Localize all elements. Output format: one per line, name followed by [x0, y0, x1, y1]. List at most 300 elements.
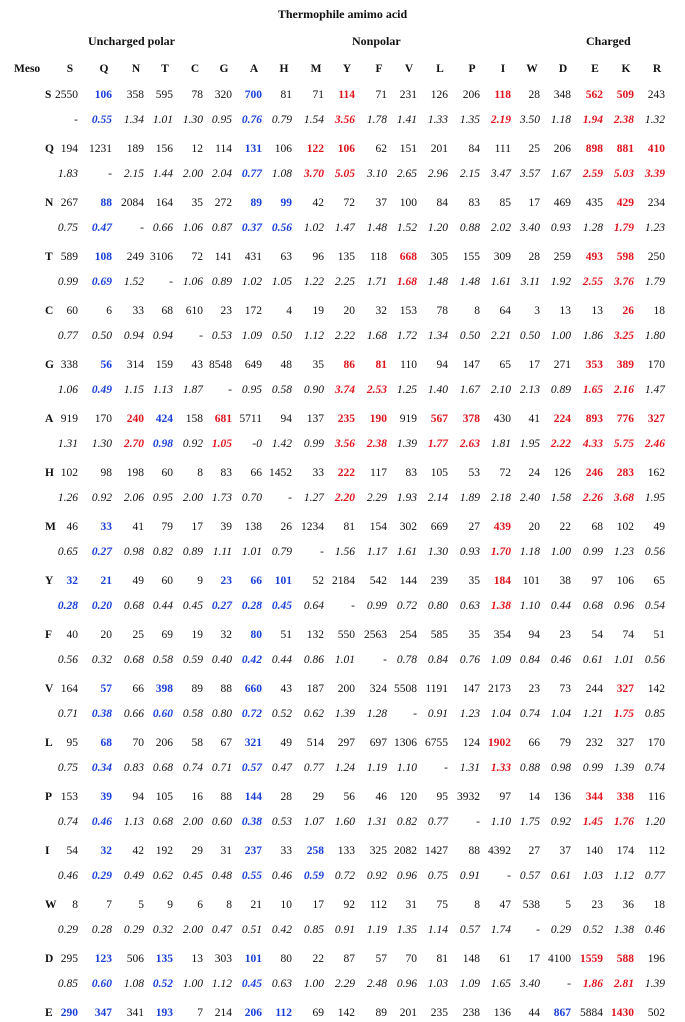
count-cell-t-k: 598 — [616, 251, 634, 263]
count-cell-h-m: 33 — [312, 467, 324, 479]
ratio-cell-h-q: 0.92 — [91, 492, 112, 504]
ratio-cell-a-g: 1.05 — [211, 438, 232, 450]
ratio-cell-w-c: 2.00 — [182, 924, 203, 936]
ratio-cell-w-g: 0.47 — [211, 924, 232, 936]
ratio-cell-l-l: - — [444, 762, 448, 774]
ratio-cell-v-q: 0.38 — [91, 708, 112, 720]
ratio-cell-d-i: 1.65 — [490, 978, 511, 990]
count-cell-y-g: 23 — [220, 575, 232, 587]
count-cell-y-s: 32 — [66, 575, 78, 587]
ratio-cell-y-p: 0.63 — [459, 600, 480, 612]
count-cell-s-g: 320 — [214, 89, 232, 101]
count-cell-d-h: 80 — [280, 953, 292, 965]
count-cell-q-e: 898 — [585, 143, 603, 155]
count-cell-d-l: 81 — [436, 953, 448, 965]
ratio-cell-t-s: 0.99 — [57, 276, 78, 288]
ratio-cell-n-k: 1.79 — [613, 222, 634, 234]
count-cell-m-g: 39 — [220, 521, 232, 533]
count-cell-p-c: 16 — [191, 791, 203, 803]
ratio-cell-s-i: 2.19 — [490, 114, 511, 126]
ratio-cell-s-a: 0.76 — [241, 114, 262, 126]
count-cell-h-a: 66 — [250, 467, 262, 479]
count-cell-s-l: 126 — [430, 89, 448, 101]
count-cell-s-n: 358 — [126, 89, 144, 101]
count-cell-h-s: 102 — [60, 467, 78, 479]
ratio-cell-m-i: 1.70 — [490, 546, 511, 558]
ratio-cell-h-f: 2.29 — [366, 492, 387, 504]
count-cell-c-f: 32 — [375, 305, 387, 317]
count-cell-n-e: 435 — [585, 197, 603, 209]
ratio-cell-m-n: 0.98 — [123, 546, 144, 558]
ratio-cell-c-c: - — [199, 330, 203, 342]
ratio-cell-s-q: 0.55 — [91, 114, 112, 126]
count-cell-e-p: 238 — [462, 1007, 480, 1019]
count-cell-g-l: 94 — [436, 359, 448, 371]
ratio-cell-q-r: 3.39 — [644, 168, 665, 180]
count-cell-q-r: 410 — [647, 143, 665, 155]
ratio-cell-p-m: 1.07 — [303, 816, 324, 828]
count-cell-g-a: 649 — [244, 359, 262, 371]
count-cell-m-s: 46 — [66, 521, 78, 533]
count-cell-p-h: 28 — [280, 791, 292, 803]
column-header-g: G — [219, 63, 229, 75]
ratio-cell-c-i: 2.21 — [490, 330, 511, 342]
count-cell-y-m: 52 — [312, 575, 324, 587]
count-cell-p-l: 95 — [436, 791, 448, 803]
count-cell-c-e: 13 — [591, 305, 603, 317]
count-cell-i-l: 1427 — [425, 845, 448, 857]
row-header-s: S — [45, 89, 52, 101]
ratio-cell-s-g: 0.95 — [211, 114, 232, 126]
ratio-cell-c-g: 0.53 — [211, 330, 232, 342]
count-cell-s-f: 71 — [375, 89, 387, 101]
count-cell-h-e: 246 — [585, 467, 603, 479]
ratio-cell-l-p: 1.31 — [459, 762, 480, 774]
column-header-v: V — [404, 63, 414, 75]
count-cell-e-r: 502 — [647, 1007, 665, 1019]
ratio-cell-s-h: 0.79 — [271, 114, 292, 126]
ratio-cell-i-l: 0.75 — [427, 870, 448, 882]
ratio-cell-p-h: 0.53 — [271, 816, 292, 828]
count-cell-c-q: 6 — [106, 305, 112, 317]
ratio-cell-f-k: 1.01 — [613, 654, 634, 666]
ratio-cell-n-n: - — [140, 222, 144, 234]
ratio-cell-p-l: 0.77 — [427, 816, 448, 828]
count-cell-f-h: 51 — [280, 629, 292, 641]
count-cell-q-l: 201 — [430, 143, 448, 155]
ratio-cell-h-n: 2.06 — [123, 492, 144, 504]
ratio-cell-d-p: 1.09 — [459, 978, 480, 990]
count-cell-c-g: 23 — [220, 305, 232, 317]
ratio-cell-i-e: 1.03 — [582, 870, 603, 882]
ratio-cell-q-s: 1.83 — [57, 168, 78, 180]
ratio-cell-w-p: 0.57 — [459, 924, 480, 936]
ratio-cell-l-e: 0.99 — [582, 762, 603, 774]
ratio-cell-v-p: 1.23 — [459, 708, 480, 720]
ratio-cell-p-f: 1.31 — [366, 816, 387, 828]
ratio-cell-d-m: 1.00 — [303, 978, 324, 990]
count-cell-g-h: 48 — [280, 359, 292, 371]
ratio-cell-c-h: 0.50 — [271, 330, 292, 342]
ratio-cell-i-a: 0.55 — [241, 870, 262, 882]
ratio-cell-i-d: 0.61 — [550, 870, 571, 882]
ratio-cell-t-q: 0.69 — [91, 276, 112, 288]
ratio-cell-i-t: 0.62 — [152, 870, 173, 882]
ratio-cell-i-n: 0.49 — [123, 870, 144, 882]
count-cell-n-g: 272 — [214, 197, 232, 209]
ratio-cell-f-h: 0.44 — [271, 654, 292, 666]
count-cell-i-e: 140 — [585, 845, 603, 857]
count-cell-i-k: 174 — [616, 845, 634, 857]
count-cell-p-p: 3932 — [457, 791, 480, 803]
count-cell-n-k: 429 — [616, 197, 634, 209]
count-cell-f-i: 354 — [493, 629, 511, 641]
row-header-t: T — [45, 251, 53, 263]
ratio-cell-i-h: 0.46 — [271, 870, 292, 882]
count-cell-a-i: 430 — [493, 413, 511, 425]
ratio-cell-a-k: 5.75 — [613, 438, 634, 450]
count-cell-e-y: 142 — [337, 1007, 355, 1019]
count-cell-v-c: 89 — [191, 683, 203, 695]
count-cell-q-w: 25 — [528, 143, 540, 155]
count-cell-c-m: 19 — [312, 305, 324, 317]
ratio-cell-s-w: 3.50 — [519, 114, 540, 126]
count-cell-i-h: 33 — [280, 845, 292, 857]
ratio-cell-c-v: 1.72 — [396, 330, 417, 342]
count-cell-n-n: 2084 — [121, 197, 144, 209]
ratio-cell-d-w: 3.40 — [519, 978, 540, 990]
ratio-cell-y-e: 0.68 — [582, 600, 603, 612]
ratio-cell-y-g: 0.27 — [211, 600, 232, 612]
count-cell-l-a: 321 — [244, 737, 262, 749]
count-cell-a-k: 776 — [616, 413, 634, 425]
ratio-cell-h-y: 2.20 — [334, 492, 355, 504]
row-header-n: N — [45, 197, 54, 209]
count-cell-m-q: 33 — [100, 521, 112, 533]
count-cell-t-e: 493 — [585, 251, 603, 263]
count-cell-v-r: 142 — [647, 683, 665, 695]
count-cell-w-k: 36 — [622, 899, 634, 911]
count-cell-q-d: 206 — [553, 143, 571, 155]
ratio-cell-s-k: 2.38 — [613, 114, 634, 126]
row-header-v: V — [45, 683, 54, 695]
ratio-cell-m-q: 0.27 — [91, 546, 112, 558]
ratio-cell-q-q: - — [108, 168, 112, 180]
count-cell-h-k: 283 — [616, 467, 634, 479]
count-cell-p-y: 56 — [343, 791, 355, 803]
ratio-cell-v-e: 1.21 — [582, 708, 603, 720]
count-cell-d-r: 196 — [647, 953, 665, 965]
count-cell-g-v: 110 — [400, 359, 417, 371]
column-header-l: L — [436, 63, 444, 75]
ratio-cell-m-e: 0.99 — [582, 546, 603, 558]
count-cell-h-t: 60 — [161, 467, 173, 479]
count-cell-f-k: 74 — [622, 629, 634, 641]
count-cell-m-n: 41 — [132, 521, 144, 533]
ratio-cell-f-m: 0.86 — [303, 654, 324, 666]
ratio-cell-f-l: 0.84 — [427, 654, 448, 666]
ratio-cell-p-n: 1.13 — [123, 816, 144, 828]
ratio-cell-c-e: 1.86 — [582, 330, 603, 342]
count-cell-f-g: 32 — [220, 629, 232, 641]
ratio-cell-f-i: 1.09 — [490, 654, 511, 666]
count-cell-a-q: 170 — [94, 413, 112, 425]
ratio-cell-a-a: -0 — [252, 438, 262, 450]
count-cell-l-d: 79 — [559, 737, 571, 749]
ratio-cell-q-h: 1.08 — [271, 168, 292, 180]
ratio-cell-v-k: 1.75 — [613, 708, 634, 720]
count-cell-w-a: 21 — [250, 899, 262, 911]
column-header-m: M — [310, 63, 322, 75]
ratio-cell-d-r: 1.39 — [644, 978, 665, 990]
ratio-cell-a-q: 1.30 — [91, 438, 112, 450]
count-cell-c-k: 26 — [622, 305, 634, 317]
count-cell-s-a: 700 — [244, 89, 262, 101]
ratio-cell-t-h: 1.05 — [271, 276, 292, 288]
ratio-cell-h-w: 2.40 — [519, 492, 540, 504]
count-cell-l-c: 58 — [191, 737, 203, 749]
row-header-i: I — [45, 845, 50, 857]
column-header-f: F — [375, 63, 383, 75]
ratio-cell-s-r: 1.32 — [644, 114, 665, 126]
count-cell-c-t: 68 — [161, 305, 173, 317]
count-cell-s-k: 509 — [616, 89, 634, 101]
ratio-cell-a-n: 2.70 — [123, 438, 144, 450]
count-cell-l-v: 1306 — [394, 737, 417, 749]
ratio-cell-a-c: 0.92 — [182, 438, 203, 450]
count-cell-c-w: 3 — [534, 305, 540, 317]
count-cell-h-l: 105 — [430, 467, 448, 479]
ratio-cell-n-g: 0.87 — [211, 222, 232, 234]
count-cell-q-v: 151 — [399, 143, 417, 155]
count-cell-p-s: 153 — [60, 791, 78, 803]
ratio-cell-w-f: 1.19 — [366, 924, 387, 936]
ratio-cell-n-s: 0.75 — [57, 222, 78, 234]
ratio-cell-l-n: 0.83 — [123, 762, 144, 774]
ratio-cell-g-f: 2.53 — [366, 384, 387, 396]
ratio-cell-y-y: - — [351, 600, 355, 612]
count-cell-t-v: 668 — [399, 251, 417, 263]
ratio-cell-v-a: 0.72 — [241, 708, 262, 720]
ratio-cell-t-f: 1.71 — [366, 276, 387, 288]
count-cell-t-l: 305 — [430, 251, 448, 263]
count-cell-w-n: 5 — [138, 899, 144, 911]
count-cell-i-d: 37 — [559, 845, 571, 857]
ratio-cell-g-v: 1.25 — [396, 384, 417, 396]
count-cell-m-a: 138 — [244, 521, 262, 533]
count-cell-a-f: 190 — [369, 413, 387, 425]
ratio-cell-m-c: 0.89 — [182, 546, 203, 558]
count-cell-d-q: 123 — [94, 953, 112, 965]
count-cell-e-a: 206 — [244, 1007, 262, 1019]
ratio-cell-w-d: 0.29 — [550, 924, 571, 936]
count-cell-q-k: 881 — [616, 143, 634, 155]
count-cell-n-v: 100 — [399, 197, 417, 209]
count-cell-q-c: 12 — [191, 143, 203, 155]
count-cell-a-r: 327 — [647, 413, 665, 425]
ratio-cell-a-r: 2.46 — [644, 438, 665, 450]
count-cell-q-s: 194 — [60, 143, 78, 155]
ratio-cell-w-l: 1.14 — [427, 924, 448, 936]
ratio-cell-i-r: 0.77 — [644, 870, 665, 882]
ratio-cell-d-d: - — [567, 978, 571, 990]
ratio-cell-w-r: 0.46 — [644, 924, 665, 936]
ratio-cell-m-k: 1.23 — [613, 546, 634, 558]
ratio-cell-i-g: 0.48 — [211, 870, 232, 882]
ratio-cell-d-v: 0.96 — [396, 978, 417, 990]
ratio-cell-g-a: 0.95 — [241, 384, 262, 396]
count-cell-f-w: 94 — [528, 629, 540, 641]
ratio-cell-v-y: 1.39 — [334, 708, 355, 720]
ratio-cell-i-w: 0.57 — [519, 870, 540, 882]
count-cell-i-p: 88 — [468, 845, 480, 857]
count-cell-y-k: 106 — [616, 575, 634, 587]
count-cell-v-d: 73 — [559, 683, 571, 695]
ratio-cell-i-m: 0.59 — [303, 870, 324, 882]
count-cell-m-c: 17 — [191, 521, 203, 533]
column-header-y: Y — [342, 63, 352, 75]
count-cell-s-m: 71 — [312, 89, 324, 101]
ratio-cell-t-g: 0.89 — [211, 276, 232, 288]
count-cell-c-c: 610 — [185, 305, 203, 317]
column-header-a: A — [249, 63, 259, 75]
ratio-cell-f-g: 0.40 — [211, 654, 232, 666]
count-cell-v-g: 88 — [220, 683, 232, 695]
ratio-cell-h-t: 0.95 — [152, 492, 173, 504]
count-cell-l-y: 297 — [337, 737, 355, 749]
ratio-cell-q-m: 3.70 — [303, 168, 324, 180]
table-title: Thermophile amimo acid — [277, 7, 408, 21]
count-cell-w-v: 31 — [405, 899, 417, 911]
count-cell-m-l: 669 — [430, 521, 448, 533]
ratio-cell-v-r: 0.85 — [644, 708, 665, 720]
ratio-cell-a-d: 2.22 — [550, 438, 571, 450]
ratio-cell-t-r: 1.79 — [644, 276, 665, 288]
ratio-cell-q-k: 5.03 — [613, 168, 634, 180]
ratio-cell-d-h: 0.63 — [271, 978, 292, 990]
ratio-cell-i-i: - — [507, 870, 511, 882]
ratio-cell-l-q: 0.34 — [91, 762, 112, 774]
ratio-cell-n-y: 1.47 — [334, 222, 355, 234]
ratio-cell-g-h: 0.58 — [271, 384, 292, 396]
ratio-cell-p-p: - — [476, 816, 480, 828]
count-cell-a-c: 158 — [185, 413, 203, 425]
count-cell-y-i: 184 — [493, 575, 511, 587]
ratio-cell-y-l: 0.80 — [427, 600, 448, 612]
count-cell-y-r: 65 — [653, 575, 665, 587]
count-cell-a-y: 235 — [337, 413, 355, 425]
count-cell-e-e: 5884 — [580, 1007, 603, 1019]
ratio-cell-d-f: 2.48 — [366, 978, 387, 990]
ratio-cell-c-q: 0.50 — [91, 330, 112, 342]
count-cell-d-k: 588 — [616, 953, 634, 965]
count-cell-e-l: 235 — [430, 1007, 448, 1019]
ratio-cell-f-q: 0.32 — [91, 654, 112, 666]
count-cell-t-w: 28 — [528, 251, 540, 263]
row-header-q: Q — [45, 143, 54, 155]
count-cell-d-n: 506 — [126, 953, 144, 965]
ratio-cell-v-n: 0.66 — [123, 708, 144, 720]
ratio-cell-v-d: 1.04 — [550, 708, 571, 720]
count-cell-y-e: 97 — [591, 575, 603, 587]
count-cell-n-d: 469 — [553, 197, 571, 209]
ratio-cell-v-l: 0.91 — [427, 708, 448, 720]
count-cell-i-r: 112 — [648, 845, 665, 857]
count-cell-c-h: 4 — [286, 305, 292, 317]
count-cell-g-s: 338 — [60, 359, 78, 371]
ratio-cell-s-p: 1.35 — [459, 114, 480, 126]
count-cell-t-c: 72 — [191, 251, 203, 263]
count-cell-y-h: 101 — [274, 575, 292, 587]
ratio-cell-p-y: 1.60 — [334, 816, 355, 828]
count-cell-d-g: 303 — [214, 953, 232, 965]
count-cell-s-c: 78 — [191, 89, 203, 101]
count-cell-d-e: 1559 — [580, 953, 603, 965]
count-cell-l-k: 327 — [616, 737, 634, 749]
group-header-nonpolar: Nonpolar — [352, 34, 401, 48]
count-cell-p-t: 105 — [155, 791, 173, 803]
ratio-cell-q-f: 3.10 — [366, 168, 387, 180]
count-cell-i-q: 32 — [100, 845, 112, 857]
count-cell-p-f: 46 — [375, 791, 387, 803]
count-cell-l-g: 67 — [220, 737, 232, 749]
ratio-cell-p-g: 0.60 — [211, 816, 232, 828]
ratio-cell-m-r: 0.56 — [644, 546, 665, 558]
count-cell-w-e: 23 — [591, 899, 603, 911]
ratio-cell-l-t: 0.68 — [152, 762, 173, 774]
ratio-cell-p-k: 1.76 — [613, 816, 634, 828]
count-cell-v-t: 398 — [155, 683, 173, 695]
ratio-cell-w-k: 1.38 — [613, 924, 634, 936]
count-cell-y-q: 21 — [100, 575, 112, 587]
ratio-cell-a-h: 1.42 — [271, 438, 292, 450]
ratio-cell-h-e: 2.26 — [582, 492, 603, 504]
ratio-cell-l-s: 0.75 — [57, 762, 78, 774]
count-cell-s-t: 595 — [155, 89, 173, 101]
ratio-cell-y-a: 0.28 — [241, 600, 262, 612]
count-cell-t-s: 589 — [60, 251, 78, 263]
ratio-cell-h-a: 0.70 — [241, 492, 262, 504]
ratio-cell-v-s: 0.71 — [57, 708, 78, 720]
count-cell-l-f: 697 — [369, 737, 387, 749]
count-cell-f-r: 51 — [653, 629, 665, 641]
count-cell-v-y: 200 — [337, 683, 355, 695]
ratio-cell-l-f: 1.19 — [366, 762, 387, 774]
count-cell-y-c: 9 — [197, 575, 203, 587]
ratio-cell-g-s: 1.06 — [57, 384, 78, 396]
count-cell-m-m: 1234 — [301, 521, 324, 533]
ratio-cell-t-i: 1.61 — [490, 276, 511, 288]
count-cell-e-v: 201 — [399, 1007, 417, 1019]
column-header-d: D — [558, 63, 568, 75]
row-header-a: A — [45, 413, 54, 425]
ratio-cell-d-n: 1.08 — [123, 978, 144, 990]
ratio-cell-y-w: 1.10 — [519, 600, 540, 612]
count-cell-g-g: 8548 — [209, 359, 232, 371]
ratio-cell-p-s: 0.74 — [57, 816, 78, 828]
count-cell-n-y: 72 — [343, 197, 355, 209]
ratio-cell-q-y: 5.05 — [334, 168, 355, 180]
count-cell-h-d: 126 — [553, 467, 571, 479]
count-cell-i-v: 2082 — [394, 845, 417, 857]
ratio-cell-p-q: 0.46 — [91, 816, 112, 828]
count-cell-w-c: 6 — [197, 899, 203, 911]
count-cell-t-i: 309 — [493, 251, 511, 263]
count-cell-w-f: 112 — [370, 899, 387, 911]
ratio-cell-q-l: 2.96 — [427, 168, 448, 180]
count-cell-n-q: 88 — [100, 197, 112, 209]
count-cell-p-m: 29 — [312, 791, 324, 803]
